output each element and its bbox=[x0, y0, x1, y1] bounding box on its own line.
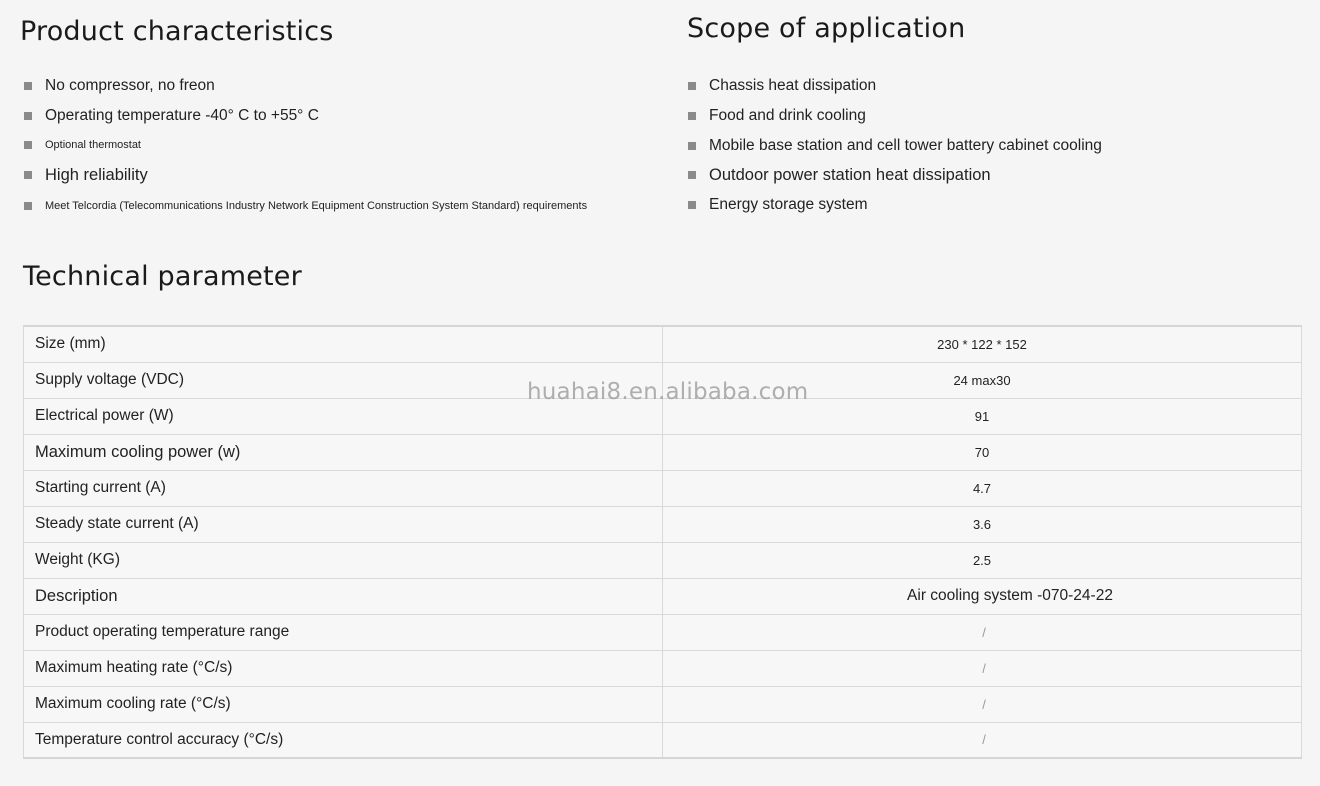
parameter-name: Supply voltage (VDC) bbox=[24, 362, 663, 398]
square-bullet-icon bbox=[688, 112, 696, 120]
square-bullet-icon bbox=[688, 142, 696, 150]
list-item-text: Food and drink cooling bbox=[709, 107, 866, 124]
parameter-value: 91 bbox=[663, 398, 1302, 434]
square-bullet-icon bbox=[24, 141, 32, 149]
list-item-text: Chassis heat dissipation bbox=[709, 77, 877, 94]
parameter-name: Maximum heating rate (°C/s) bbox=[24, 650, 663, 686]
list-item bbox=[24, 163, 148, 187]
parameter-name: Electrical power (W) bbox=[24, 398, 663, 434]
parameter-value: 70 bbox=[663, 434, 1302, 470]
list-item bbox=[688, 193, 868, 217]
list-item bbox=[688, 104, 866, 128]
parameter-value: / bbox=[663, 722, 1302, 758]
parameter-name: Starting current (A) bbox=[24, 470, 663, 506]
parameter-value: 230 * 122 * 152 bbox=[663, 326, 1302, 362]
list-item-text: Operating temperature -40° C to +55° C bbox=[45, 107, 319, 124]
list-item-text: Mobile base station and cell tower battery cabinet cooling bbox=[709, 137, 1102, 154]
list-item bbox=[24, 133, 141, 157]
square-bullet-icon bbox=[24, 202, 32, 210]
parameter-name: Product operating temperature range bbox=[24, 614, 663, 650]
parameter-value: / bbox=[663, 614, 1302, 650]
list-item-text: Energy storage system bbox=[709, 196, 868, 213]
list-item-text: High reliability bbox=[45, 165, 148, 184]
parameter-value: / bbox=[663, 686, 1302, 722]
list-item-text: Meet Telcordia (Telecommunications Industry Network Equipment Construction System Standard) requirements bbox=[45, 200, 588, 212]
list-item-text: Outdoor power station heat dissipation bbox=[709, 165, 991, 184]
product-characteristics-title: Product characteristics bbox=[20, 16, 334, 47]
table-row bbox=[24, 614, 1302, 650]
table-row bbox=[24, 542, 1302, 578]
table-row bbox=[24, 506, 1302, 542]
square-bullet-icon bbox=[688, 201, 696, 209]
parameter-value: 3.6 bbox=[663, 506, 1302, 542]
square-bullet-icon bbox=[24, 112, 32, 120]
list-item-text: Optional thermostat bbox=[45, 139, 141, 151]
table-row bbox=[24, 470, 1302, 506]
square-bullet-icon bbox=[688, 82, 696, 90]
table-row bbox=[24, 326, 1302, 362]
parameter-value: / bbox=[663, 650, 1302, 686]
list-item bbox=[24, 74, 215, 98]
parameter-name: Description bbox=[24, 578, 663, 614]
parameter-value: 24 max30 bbox=[663, 362, 1302, 398]
parameter-name: Maximum cooling power (w) bbox=[24, 434, 663, 470]
table-row bbox=[24, 434, 1302, 470]
parameter-value: 2.5 bbox=[663, 542, 1302, 578]
list-item bbox=[24, 104, 319, 128]
parameter-name: Steady state current (A) bbox=[24, 506, 663, 542]
table-row bbox=[24, 578, 1302, 614]
parameter-value: Air cooling system -070-24-22 bbox=[663, 578, 1302, 614]
list-item bbox=[24, 194, 587, 218]
parameter-name: Temperature control accuracy (°C/s) bbox=[24, 722, 663, 758]
technical-parameter-title: Technical parameter bbox=[23, 261, 302, 292]
parameter-name: Weight (KG) bbox=[24, 542, 663, 578]
table-row bbox=[24, 722, 1302, 758]
list-item bbox=[688, 163, 991, 187]
list-item-text: No compressor, no freon bbox=[45, 77, 215, 94]
parameter-name: Size (mm) bbox=[24, 326, 663, 362]
table-row bbox=[24, 686, 1302, 722]
square-bullet-icon bbox=[688, 171, 696, 179]
parameter-value: 4.7 bbox=[663, 470, 1302, 506]
square-bullet-icon bbox=[24, 82, 32, 90]
square-bullet-icon bbox=[24, 171, 32, 179]
scope-of-application-title: Scope of application bbox=[687, 13, 966, 44]
table-row bbox=[24, 650, 1302, 686]
list-item bbox=[688, 134, 1102, 158]
parameter-name: Maximum cooling rate (°C/s) bbox=[24, 686, 663, 722]
watermark-text: huahai8.en.alibaba.com bbox=[527, 379, 809, 405]
list-item bbox=[688, 74, 876, 98]
